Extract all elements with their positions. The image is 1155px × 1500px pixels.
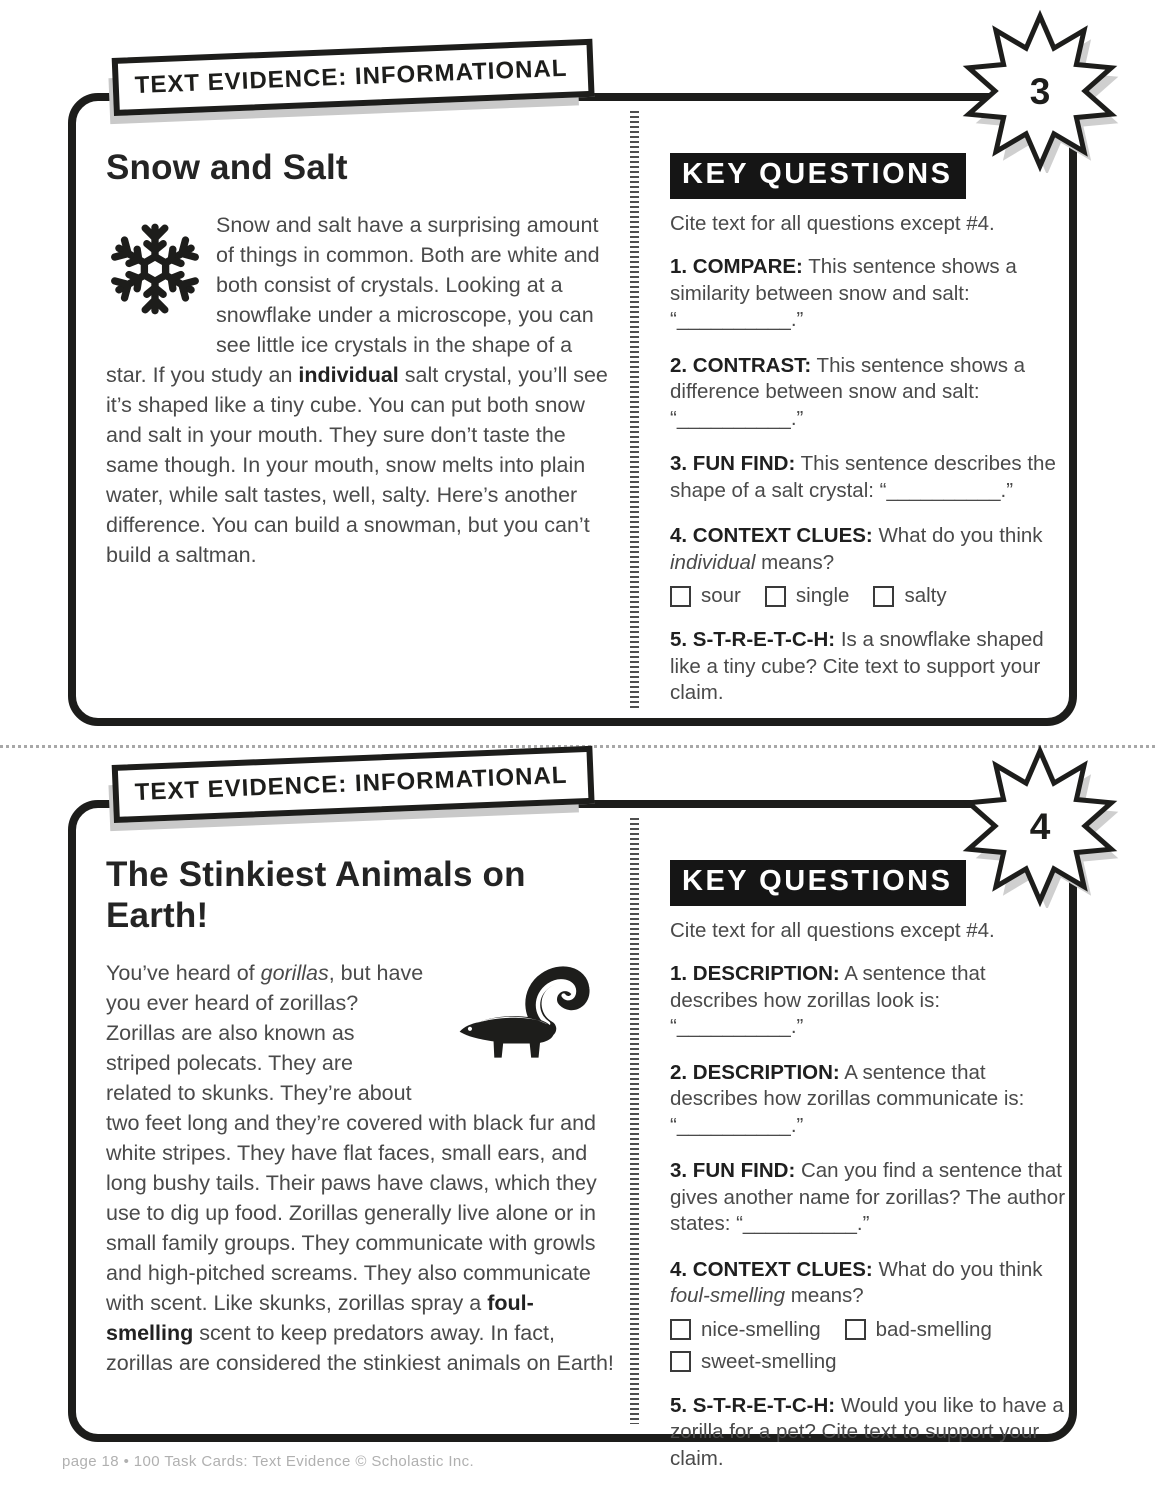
skunk-icon (436, 958, 616, 1076)
passage-column (106, 147, 616, 570)
question-1: 1. COMPARE: This sentence shows a similarity between snow and salt: “__________.” (670, 255, 1017, 331)
question-2: 2. DESCRIPTION: A sentence that describes how zorillas communicate is: “__________.” (670, 1060, 1025, 1137)
passage-text (106, 958, 616, 1378)
stitch-divider (630, 818, 639, 1424)
option-label: nice-smelling (701, 1317, 821, 1341)
option-label: sweet-smelling (701, 1349, 837, 1373)
question-5: 5. S-T-R-E-T-C-H: Is a snowflake shaped like a tiny cube? Cite text to support your claim. (670, 628, 1044, 704)
questions-column (670, 860, 1076, 1491)
question-4-options (670, 1318, 1076, 1374)
question-4: 4. CONTEXT CLUES: What do you think individual means? (670, 524, 1043, 574)
questions-column (670, 153, 1076, 726)
banner-label: TEXT EVIDENCE: INFORMATIONAL (134, 761, 568, 807)
question-4: 4. CONTEXT CLUES: What do you think foul-smelling means? (670, 1257, 1043, 1307)
option-label: single (795, 584, 850, 607)
checkbox[interactable] (670, 586, 691, 607)
option-label: bad-smelling (875, 1317, 992, 1341)
option-salty (873, 584, 946, 608)
checkbox[interactable] (873, 586, 894, 607)
key-questions-intro: Cite text for all questions except #4. (670, 212, 995, 235)
question-4-options (670, 584, 1076, 608)
key-questions-heading: KEY QUESTIONS (670, 860, 966, 906)
stitch-divider (630, 111, 639, 708)
option-sweet-smelling (670, 1350, 837, 1374)
passage-title: The Stinkiest Animals on Earth! (106, 855, 526, 935)
question-3: 3. FUN FIND: Can you find a sentence that gives another name for zorillas? The author states: “__________.” (670, 1159, 1066, 1235)
card-number: 4 (1029, 806, 1051, 847)
passage-text (106, 210, 616, 570)
passage-column (106, 854, 616, 1378)
card-number-badge (958, 9, 1122, 173)
passage-body: You’ve heard of gorillas, but have you ever heard of zorillas? Zorillas are also known as striped polecats. They are related to skunks. They’re about two feet long and they’re covered with black fur and white stripes. They have flat faces, small ears, and long bushy tails. Their paws have claws, which they use to dig up food. Zorillas generally live alone or in small family groups. They communicate with growls and high-pitched screams. They also communicate with scent. Like skunks, zorillas spray a foul-smelling scent to keep predators away. In fact, zorillas are considered the stinkiest animals on Earth! (106, 961, 614, 1375)
checkbox[interactable] (670, 1351, 691, 1372)
checkbox[interactable] (670, 1319, 691, 1340)
checkbox[interactable] (845, 1319, 866, 1340)
task-card-3 (68, 54, 1077, 726)
option-nice-smelling (670, 1318, 821, 1342)
card-banner (112, 39, 595, 116)
card-number-badge (958, 744, 1122, 908)
page-footer: page 18 • 100 Task Cards: Text Evidence © Scholastic Inc. (62, 1453, 475, 1470)
option-single (765, 584, 850, 608)
passage-title: Snow and Salt (106, 148, 348, 187)
checkbox[interactable] (765, 586, 786, 607)
option-sour (670, 584, 741, 608)
option-bad-smelling (845, 1318, 992, 1342)
banner-label: TEXT EVIDENCE: INFORMATIONAL (134, 54, 568, 100)
card-number: 3 (1029, 71, 1051, 112)
snowflake-icon (106, 212, 204, 326)
passage-body: Snow and salt have a surprising amount of things in common. Both are white and both consist of crystals. Looking at a snowflake under a microscope, you can see little ice crystals in the shape of a star. If you study an individual salt crystal, you’ll see it’s shaped like a tiny cube. You can put both snow and salt in your mouth. They sure don’t taste the same though. In your mouth, snow melts into plain water, while salt tastes, well, salty. Here’s another difference. You can build a snowman, but you can’t build a saltman. (106, 213, 608, 567)
starburst-icon (958, 9, 1122, 173)
question-2: 2. CONTRAST: This sentence shows a difference between snow and salt: “__________.” (670, 353, 1026, 430)
question-1: 1. DESCRIPTION: A sentence that describes how zorillas look is: “__________.” (670, 962, 986, 1038)
option-label: salty (904, 584, 947, 607)
starburst-icon (958, 744, 1122, 908)
key-questions-intro: Cite text for all questions except #4. (670, 919, 995, 942)
key-questions-heading: KEY QUESTIONS (670, 153, 966, 199)
question-5: 5. S-T-R-E-T-C-H: Would you like to have a zorilla for a pet? Cite text to support your claim. (670, 1393, 1064, 1470)
card-banner (112, 746, 595, 823)
question-3: 3. FUN FIND: This sentence describes the shape of a salt crystal: “__________.” (670, 452, 1056, 502)
option-label: sour (701, 584, 741, 607)
